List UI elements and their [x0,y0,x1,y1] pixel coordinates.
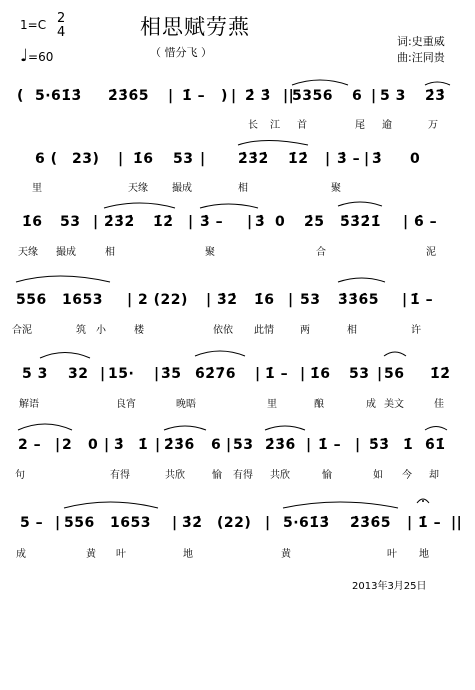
note-group: | [93,214,99,230]
note-group: 5̇3̇ [369,437,390,453]
lyric-syllable: 美文 [384,399,404,410]
slur-mark [195,351,245,356]
note-group: 15· [108,366,135,382]
song-subtitle: （ 惜分飞 ） [150,46,212,59]
note-group: | [371,88,377,104]
lyric-syllable: 筑 [76,325,86,336]
slur-mark [338,202,382,206]
note-group: 1̇6 [22,214,43,230]
note-group: 2 – [18,437,42,453]
note-group: 2̇3̇ [425,88,446,104]
lyric-syllable: 天缘 [128,183,148,194]
note-group: 23) [72,151,100,167]
lyric-syllable: 如 [373,470,383,481]
slur-mark [425,427,447,431]
note-group: | [188,214,194,230]
note-group: 53 [349,366,370,382]
slur-mark [425,82,450,85]
note-group: 6 [211,437,222,453]
note-group: 3̇ – [200,214,224,230]
note-group: 5356 [292,88,333,104]
note-group: ) [221,88,228,104]
note-group: 53 [233,437,254,453]
note-group: 1̇ – [318,437,342,453]
lyric-syllable: 小 [96,325,106,336]
note-group: 1̇ [403,437,414,453]
note-group: 3̇ [372,151,383,167]
note-group: 1̇2̇ [288,151,309,167]
slur-mark [104,203,175,208]
note-group: 1653 [62,292,103,308]
lyric-syllable: 撮成 [56,247,76,258]
note-group: | [206,292,212,308]
lyric-syllable: 句 [15,470,25,481]
lyric-syllable: 里 [32,183,42,194]
lyric-syllable: 有得 [110,470,130,481]
note-group: | [55,515,61,531]
lyric-syllable: 共欣 [165,470,185,481]
lyric-syllable: 成 [366,399,376,410]
note-group: | [200,151,206,167]
note-group: 5 – [20,515,44,531]
note-group: 3̇5 [161,366,182,382]
lyric-syllable: 成 [16,549,26,560]
note-group: | [364,151,370,167]
note-group: || [283,88,295,104]
note-group: ( [17,88,24,104]
lyric-syllable: 相 [238,183,248,194]
note-group: 2̇3̇6̇ [164,437,195,453]
lyric-syllable: 聚 [331,183,341,194]
slur-mark [16,276,110,282]
slur-mark [384,352,406,356]
slur-mark [200,204,258,208]
song-title: 相思赋劳燕 [140,15,250,39]
note-group: || [451,515,463,531]
note-group: 1̇6 [254,292,275,308]
note-group: 2 (22) [138,292,188,308]
lyric-syllable: 泥 [426,247,436,258]
note-group: 53 [60,214,81,230]
note-group: 556 [64,515,95,531]
note-group: 1̇2̇ [153,214,174,230]
note-group: 5·61̇3̇ [35,88,82,104]
note-group: | [100,366,106,382]
note-group: 32 [68,366,89,382]
note-group: | [255,366,261,382]
note-group: | [154,366,160,382]
lyric-syllable: 地 [419,549,429,560]
lyric-syllable: 地 [183,549,193,560]
note-group: 2̇3̇2̇ [238,151,269,167]
lyric-syllable: 却 [429,470,439,481]
lyric-syllable: 叶 [116,549,126,560]
note-group: 3̇ [255,214,266,230]
lyric-syllable: 依依 [213,325,233,336]
lyric-syllable: 里 [267,399,277,410]
time-signature-top: 2 [57,11,66,26]
note-group: 2 [62,437,73,453]
note-group: | [265,515,271,531]
note-group: 1̇ – [265,366,289,382]
note-group: | [168,88,174,104]
note-group: 5 3 [22,366,48,382]
note-group: 6̇1̇ [425,437,446,453]
lyric-syllable: 长 [248,120,258,131]
lyric-syllable: 此情 [254,325,274,336]
note-group: | [247,214,253,230]
lyric-syllable: 逾 [382,120,392,131]
lyric-syllable: 聚 [205,247,215,258]
tempo-value: =60 [28,50,54,64]
note-group: 2̇3̇6̇5 [108,88,149,104]
note-group: 5·61̇3̇ [283,515,330,531]
note-group: | [288,292,294,308]
lyric-syllable: 天缘 [18,247,38,258]
note-group: 53 [173,151,194,167]
lyric-syllable: 愉 [322,470,332,481]
note-group: | [104,437,110,453]
slur-mark [64,502,158,508]
time-signature-bottom: 4 [57,25,66,40]
note-group: | [306,437,312,453]
note-group: 1̇ – [410,292,434,308]
note-group: | [172,515,178,531]
note-group: 1̇6 [310,366,331,382]
note-group: 556 [16,292,47,308]
lyric-syllable: 佳 [434,399,444,410]
slur-mark [265,426,305,430]
slur-mark [164,426,206,430]
note-group: | [231,88,237,104]
lyric-syllable: 首 [297,120,307,131]
lyric-syllable: 万 [428,120,438,131]
note-group: 0 [88,437,99,453]
note-group: 3̇ – [337,151,361,167]
note-group: 0 [410,151,421,167]
note-group: | [127,292,133,308]
note-group: (22) [217,515,252,531]
note-group: 2̇3̇6̇5 [350,515,391,531]
lyric-syllable: 合 [316,247,326,258]
note-group: | [407,515,413,531]
note-group: 53 [300,292,321,308]
lyric-syllable: 两 [300,325,310,336]
lyric-syllable: 有得 [233,470,253,481]
note-group: 5̇3̇2̇1̇ [340,214,381,230]
composer-credit: 曲:汪同贵 [397,51,445,64]
lyric-syllable: 相 [105,247,115,258]
slur-mark [40,353,90,359]
note-group: 1̇ – [182,88,206,104]
slur-mark [292,80,348,85]
note-group: 5 3 [380,88,406,104]
note-group: 1̇ [138,437,149,453]
note-group: | [403,214,409,230]
lyric-syllable: 叶 [387,549,397,560]
note-group: | [377,366,383,382]
lyric-syllable: 今 [402,470,412,481]
note-group: | [355,437,361,453]
lyricist-credit: 词:史重威 [397,35,445,48]
lyric-syllable: 撮成 [172,183,192,194]
lyric-syllable: 酿 [314,399,324,410]
key-signature: 1=C [20,18,47,32]
lyric-syllable: 江 [270,120,280,131]
note-group: | [155,437,161,453]
lyric-syllable: 共欣 [270,470,290,481]
note-group: 6 [352,88,363,104]
note-group: 6̇2̇7̇6 [195,366,236,382]
note-group: 3̇ [114,437,125,453]
slur-mark [238,141,308,146]
lyric-syllable: 晚晤 [176,399,196,410]
note-group: 2̇3̇2̇ [104,214,135,230]
note-group: 1̇ – [418,515,442,531]
note-group: 1̇6 [133,151,154,167]
note-group: 3̇3̇6̇5 [338,292,379,308]
lyric-syllable: 愉 [212,470,222,481]
note-group: 6 ( [35,151,58,167]
note-group: 2̇ 3̇ [245,88,271,104]
note-group: 2̇5 [304,214,325,230]
note-group: 0 [275,214,286,230]
note-group: | [325,151,331,167]
note-group: 2̇3̇6̇ [265,437,296,453]
note-group: 3̇2̇ [182,515,203,531]
note-group: 3̇2̇ [217,292,238,308]
date-footer: 2013年3月25日 [352,581,427,592]
lyric-syllable: 相 [347,325,357,336]
lyric-syllable: 合泥 [12,325,32,336]
lyric-syllable: 黄 [86,549,96,560]
lyric-syllable: 黄 [281,549,291,560]
note-group: | [118,151,124,167]
note-group: | [226,437,232,453]
lyric-syllable: 尾 [355,120,365,131]
lyric-syllable: 楼 [134,325,144,336]
lyric-syllable: 良宵 [116,399,136,410]
slur-mark [283,502,398,508]
note-group: | [55,437,61,453]
lyric-syllable: 许 [411,325,421,336]
note-group: 56 [384,366,405,382]
note-group: | [402,292,408,308]
slur-mark [18,424,72,430]
lyric-syllable: 解语 [19,399,39,410]
note-group: 6̇ – [414,214,438,230]
quarter-note-icon: ♩ [20,46,29,66]
note-group: 1653 [110,515,151,531]
fermata-dot [422,500,424,502]
slur-mark [338,278,385,282]
note-group: 1̇2̇ [430,366,451,382]
note-group: | [300,366,306,382]
